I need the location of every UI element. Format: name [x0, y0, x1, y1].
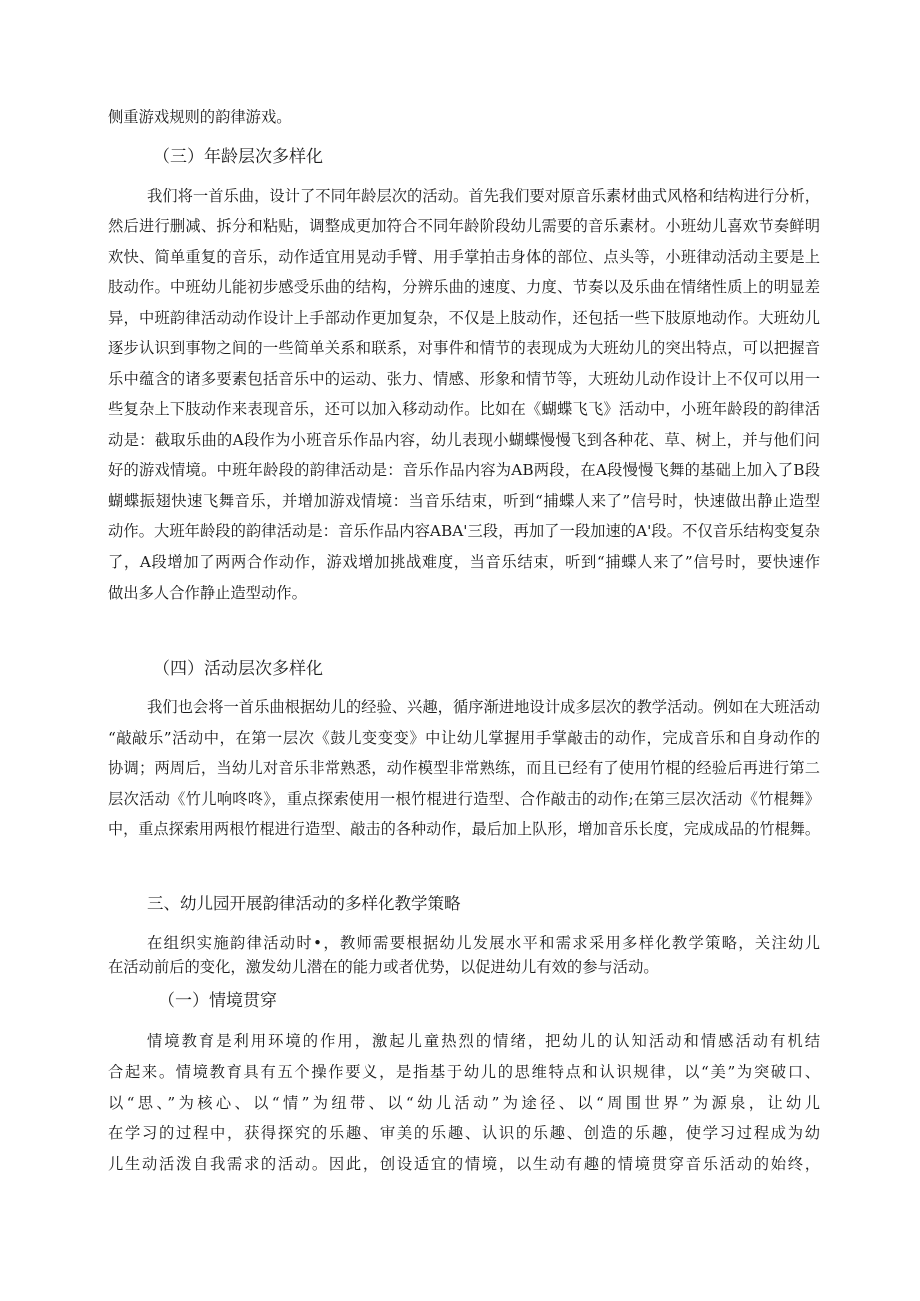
paragraph-line: 逐步认识到事物之间的一些简单关系和联系，对事件和情节的表现成为大班幼儿的突出特点，可以把握音	[108, 339, 820, 357]
paragraph-line: 蝴蝶振翅快速飞舞音乐，并增加游戏情境：当音乐结束，听到“捕蝶人来了”信号时，快速做出静止造型	[108, 492, 820, 510]
paragraph-line: 在活动前后的变化，激发幼儿潜在的能力或者优势，以促进幼儿有效的参与活动。	[108, 958, 659, 976]
paragraph-line: 以“思、”为核心、以“情”为纽带、以“幼儿活动”为途径、以“周围世界”为源泉，让幼儿	[108, 1094, 820, 1112]
paragraph-line: 乐中蕴含的诸多要素包括音乐中的运动、张力、情感、形象和情节等，大班幼儿动作设计上不仅可以用一	[108, 370, 820, 388]
section-heading-age-levels: （三）年龄层次多样化	[153, 147, 323, 167]
paragraph-line: 在学习的过程中，获得探究的乐趣、审美的乐趣、认识的乐趣、创造的乐趣，使学习过程成为幼	[108, 1124, 820, 1142]
section-heading-activity-levels: （四）活动层次多样化	[153, 659, 323, 679]
paragraph-line: “敲敲乐”活动中，在第一层次《鼓儿变变变》中让幼儿掌握用手掌敲击的动作，完成音乐和自身动作的	[108, 729, 820, 747]
part-heading-teaching-strategies: 三、幼儿园开展韵律活动的多样化教学策略	[147, 894, 461, 913]
paragraph-line: 儿生动活泼自我需求的活动。因此，创设适宜的情境，以生动有趣的情境贯穿音乐活动的始终，	[108, 1155, 820, 1173]
paragraph-line: 异，中班韵律活动动作设计上手部动作更加复杂，不仅是上肢动作，还包括一些下肢原地动作。大班幼儿	[108, 309, 820, 327]
paragraph-line: 动是：截取乐曲的A段作为小班音乐作品内容，幼儿表现小蝴蝶慢慢飞到各种花、草、树上，并与他们问	[108, 431, 820, 449]
paragraph-line: 好的游戏情境。中班年龄段的韵律活动是：音乐作品内容为AB两段，在A段慢慢飞舞的基础上加入了B段	[108, 461, 820, 479]
subsection-heading-situation: （一）情境贯穿	[158, 991, 277, 1011]
paragraph-line: 层次活动《竹儿响咚咚》，重点探索使用一根竹棍进行造型、合作敲击的动作;在第三层次活动《竹棍舞》	[108, 790, 820, 808]
paragraph-line: 合起来。情境教育具有五个操作要义，是指基于幼儿的思维特点和认识规律，以“美”为突破口、	[108, 1063, 820, 1081]
paragraph-line: 些复杂上下肢动作来表现音乐，还可以加入移动动作。比如在《蝴蝶飞飞》活动中，小班年龄段的韵律活	[108, 400, 820, 418]
paragraph-line: 协调；两周后，当幼儿对音乐非常熟悉，动作模型非常熟练，而且已经有了使用竹棍的经验后再进行第二	[108, 759, 820, 777]
paragraph-line: 了，A段增加了两两合作动作，游戏增加挑战难度，当音乐结束，听到“捕蝶人来了”信号时，要快速作	[108, 553, 820, 571]
paragraph-line: 我们也会将一首乐曲根据幼儿的经验、兴趣，循序渐进地设计成多层次的教学活动。例如在大班活动	[147, 698, 821, 716]
paragraph-line: 我们将一首乐曲，设计了不同年龄层次的活动。首先我们要对原音乐素材曲式风格和结构进行分析，	[147, 187, 821, 205]
paragraph-line: 情境教育是利用环境的作用，激起儿童热烈的情绪，把幼儿的认知活动和情感活动有机结	[147, 1032, 820, 1050]
paragraph-line: 在组织实施韵律活动时•，教师需要根据幼儿发展水平和需求采用多样化教学策略，关注幼儿	[147, 934, 820, 952]
paragraph-line: 做出多人合作静止造型动作。	[108, 584, 307, 602]
paragraph-line: 欢快、简单重复的音乐，动作适宜用晃动手臂、用手掌拍击身体的部位、点头等，小班律动活动主要是上	[108, 248, 820, 266]
paragraph-line: 肢动作。中班幼儿能初步感受乐曲的结构，分辨乐曲的速度、力度、节奏以及乐曲在情绪性质上的明显差	[108, 278, 820, 296]
paragraph-line: 然后进行删减、拆分和粘贴，调整成更加符合不同年龄阶段幼儿需要的音乐素材。小班幼儿喜欢节奏鲜明	[108, 217, 820, 235]
paragraph-line: 动作。大班年龄段的韵律活动是：音乐作品内容ABA'三段，再加了一段加速的A'段。不仅音乐结构变复杂	[108, 522, 820, 540]
paragraph-line: 侧重游戏规则的韵律游戏。	[108, 108, 292, 126]
paragraph-line: 中，重点探索用两根竹棍进行造型、敲击的各种动作，最后加上队形，增加音乐长度，完成成品的竹棍舞。	[108, 820, 820, 838]
